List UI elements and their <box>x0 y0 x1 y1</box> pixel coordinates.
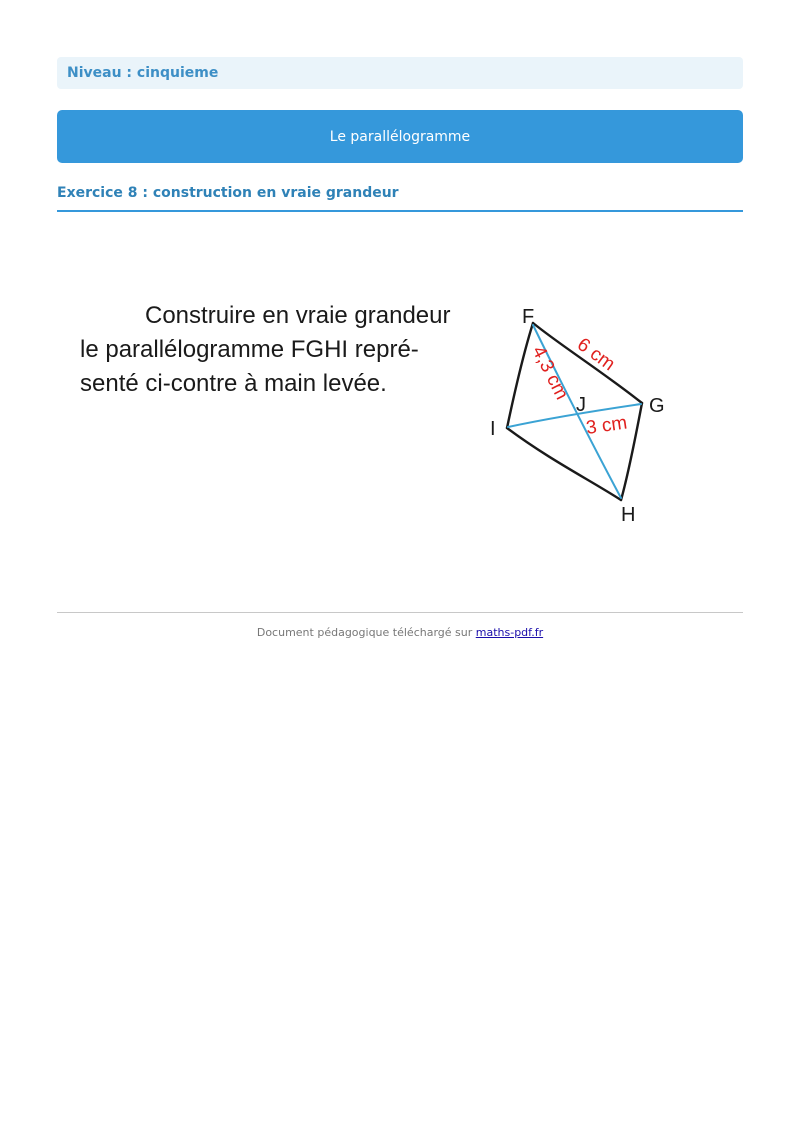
point-label-g: G <box>649 395 665 417</box>
point-label-h: H <box>621 504 636 526</box>
measure-fg: 6 cm <box>573 334 619 376</box>
side-if <box>507 323 533 428</box>
level-box <box>57 57 743 89</box>
measure-jg: 3 cm <box>584 412 629 439</box>
level-label: Niveau : cinquieme <box>67 65 219 81</box>
point-label-j: J <box>576 394 586 416</box>
measure-fj: 4,3 cm <box>527 342 573 404</box>
footer-text: Document pédagogique téléchargé sur <box>256 626 476 639</box>
statement-line-3: senté ci-contre à main levée. <box>80 370 387 397</box>
statement-line-2: le parallélogramme FGHI repré- <box>80 336 419 363</box>
point-label-i: I <box>490 418 496 440</box>
page-title: Le parallélogramme <box>329 128 471 145</box>
exercise-statement <box>80 299 480 401</box>
title-banner <box>57 110 743 163</box>
footer <box>57 626 743 639</box>
footer-divider <box>57 612 743 613</box>
parallelogram-figure <box>470 290 690 535</box>
statement-line-1: Construire en vraie grandeur <box>145 302 451 329</box>
point-label-f: F <box>522 306 535 328</box>
exercise-title: Exercice 8 : construction en vraie grandeur <box>57 185 743 212</box>
footer-link[interactable]: maths-pdf.fr <box>475 626 544 639</box>
